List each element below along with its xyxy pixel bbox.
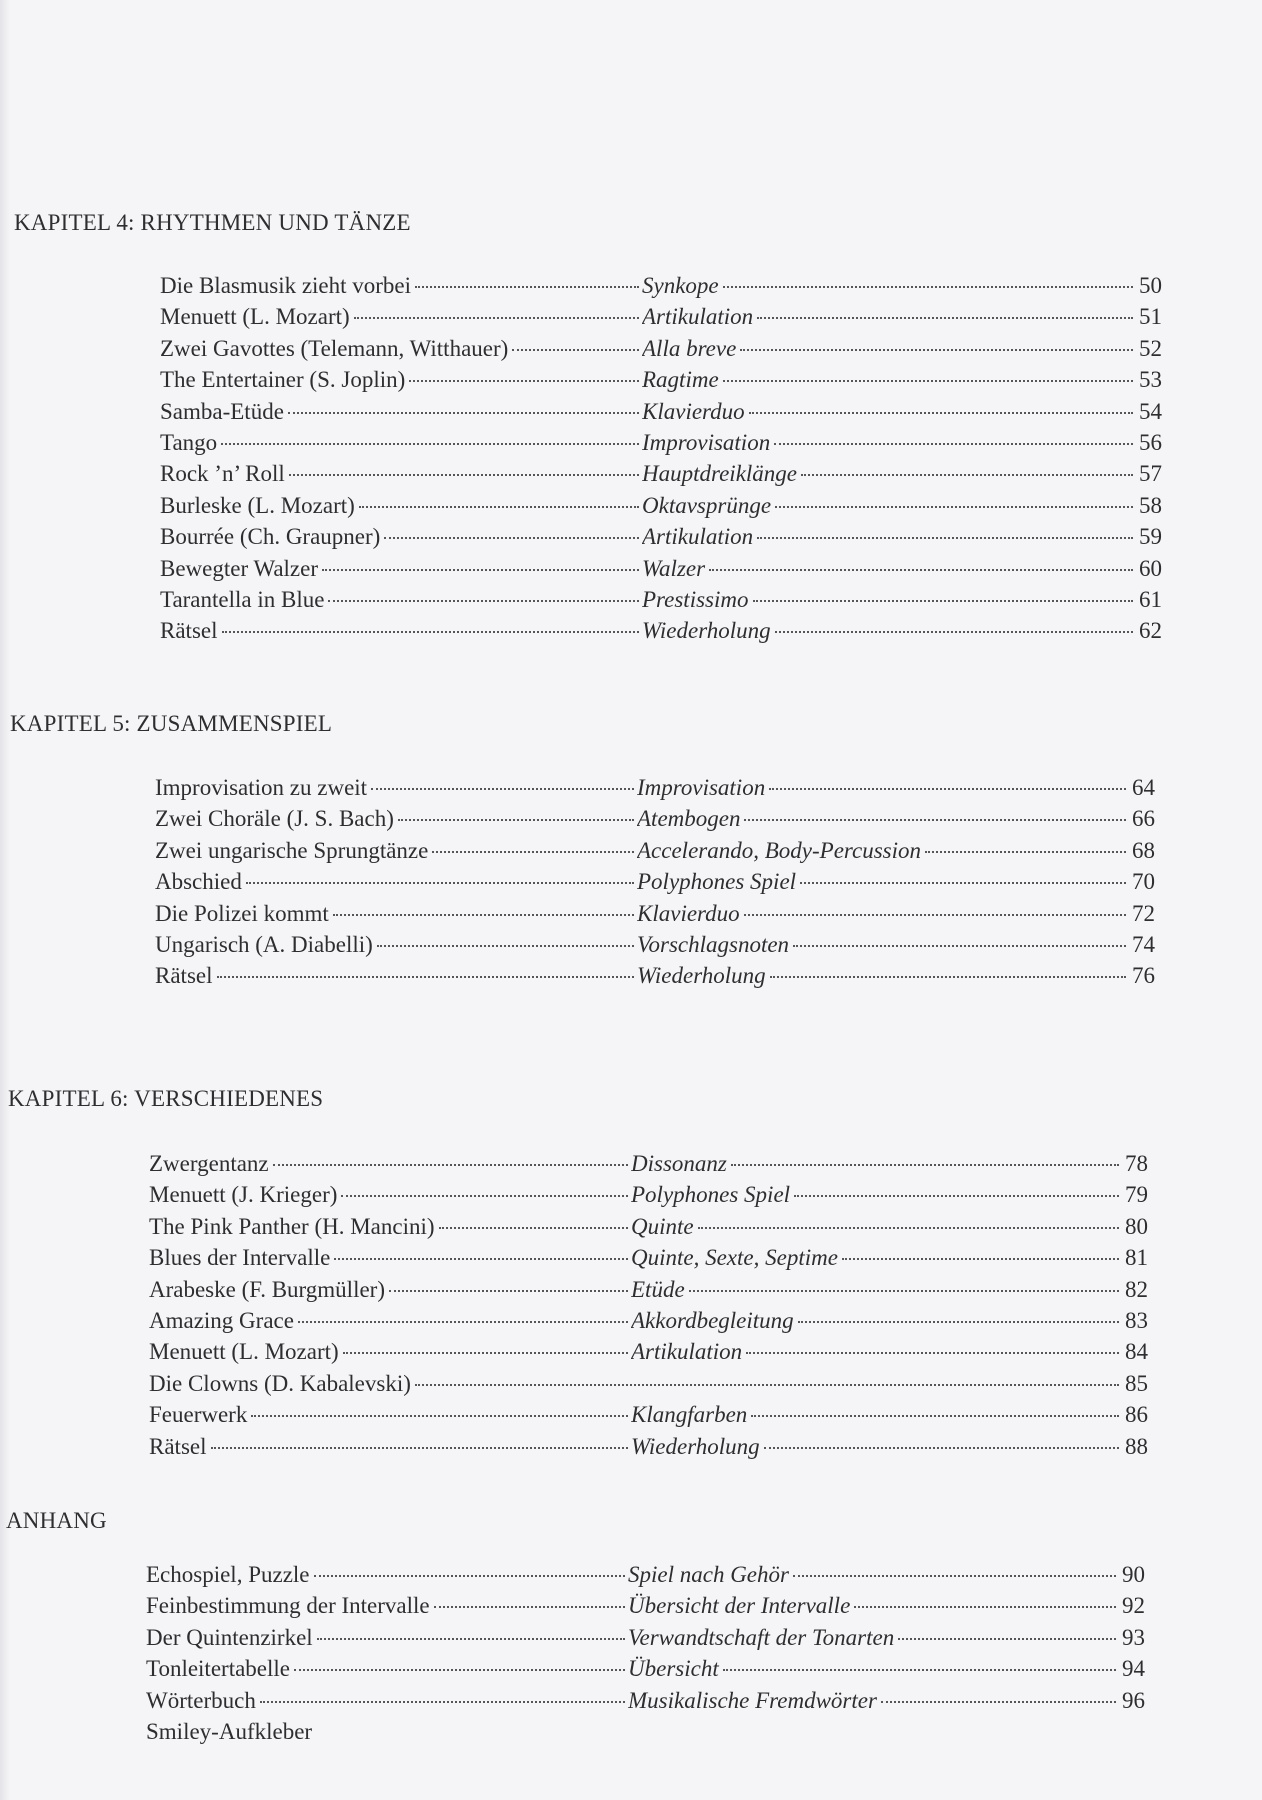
entry-title: Zwei ungarische Sprungtänze [155, 837, 429, 863]
dot-leader [333, 914, 634, 916]
toc-entry [146, 1622, 1145, 1653]
entry-topic: Prestissimo [642, 586, 749, 612]
entry-page-number: 72 [1132, 900, 1155, 926]
entry-title: Rätsel [160, 618, 218, 644]
dot-leader [439, 1227, 628, 1229]
entry-title: Menuett (L. Mozart) [149, 1339, 339, 1365]
dot-leader [246, 882, 634, 884]
entry-title: Der Quintenzirkel [146, 1624, 313, 1650]
dot-leader [753, 600, 1134, 602]
dot-leader [740, 349, 1133, 351]
entry-topic: Akkordbegleitung [631, 1307, 794, 1333]
toc-entry [155, 960, 1155, 991]
dot-leader [709, 569, 1133, 571]
toc-entry [160, 553, 1162, 584]
dot-leader [288, 412, 639, 414]
toc-entry [146, 1653, 1145, 1684]
entry-page-number: 86 [1125, 1402, 1148, 1428]
entry-page-number: 61 [1139, 586, 1162, 612]
toc-entry [149, 1242, 1148, 1273]
entry-title: Die Blasmusik zieht vorbei [160, 273, 412, 298]
entry-title: Improvisation zu zweit [155, 775, 368, 800]
entry-title: Abschied [155, 869, 242, 895]
entry-title: Rock ’n’ Roll [160, 461, 285, 487]
entry-topic: Wiederholung [637, 963, 766, 989]
dot-leader [377, 945, 634, 947]
dot-leader [764, 1447, 1119, 1449]
toc-entry [160, 301, 1162, 332]
entry-page-number: 96 [1122, 1687, 1145, 1713]
dot-leader [751, 1415, 1119, 1417]
entry-title: Rätsel [155, 963, 213, 989]
entry-title: Zwei Choräle (J. S. Bach) [155, 806, 394, 832]
entry-topic: Improvisation [642, 429, 771, 455]
dot-leader [723, 380, 1133, 382]
entry-topic: Synkope [642, 273, 719, 298]
toc-entry [160, 490, 1162, 521]
section-kapitel-6 [149, 1148, 1148, 1462]
dot-leader [854, 1606, 1116, 1608]
entry-topic: Wiederholung [642, 618, 771, 644]
dot-leader [260, 1701, 625, 1703]
entry-title: Zwergentanz [149, 1151, 269, 1176]
dot-leader [314, 1575, 625, 1577]
entry-topic: Oktavsprünge [642, 492, 772, 518]
toc-entry [146, 1559, 1145, 1590]
entry-topic: Alla breve [642, 335, 737, 361]
dot-leader [289, 474, 639, 476]
toc-entry [160, 396, 1162, 427]
dot-leader [925, 851, 1126, 853]
dot-leader [328, 600, 639, 602]
dot-leader [798, 1321, 1119, 1323]
dot-leader [251, 1415, 628, 1417]
entry-page-number: 88 [1125, 1433, 1148, 1459]
entry-title: Blues der Intervalle [149, 1245, 331, 1271]
toc-entry [155, 835, 1155, 866]
dot-leader [211, 1447, 629, 1449]
entry-topic: Polyphones Spiel [637, 869, 797, 895]
entry-page-number: 68 [1132, 837, 1155, 863]
toc-entry [149, 1399, 1148, 1430]
dot-leader [434, 1606, 625, 1608]
section-kapitel-5 [155, 772, 1155, 992]
entry-topic: Dissonanz [631, 1151, 727, 1176]
entry-title: Echospiel, Puzzle [146, 1562, 310, 1587]
entry-page-number: 92 [1122, 1593, 1145, 1619]
entry-page-number: 58 [1139, 492, 1162, 518]
dot-leader [322, 569, 639, 571]
dot-leader [222, 631, 640, 633]
toc-entry [160, 521, 1162, 552]
section-heading-anhang: ANHANG [6, 1508, 107, 1533]
dot-leader [775, 506, 1133, 508]
toc-entry [146, 1685, 1145, 1716]
entry-title: Samba-Etüde [160, 398, 284, 424]
entry-page-number: 78 [1125, 1151, 1148, 1176]
dot-leader [842, 1258, 1119, 1260]
dot-leader [769, 788, 1126, 790]
entry-title: Bourrée (Ch. Graupner) [160, 524, 381, 550]
dot-leader [770, 976, 1126, 978]
dot-leader [731, 1164, 1119, 1166]
dot-leader [746, 1352, 1119, 1354]
entry-topic: Artikulation [631, 1339, 743, 1365]
entry-title: Tango [160, 429, 218, 455]
dot-leader [398, 819, 634, 821]
toc-entry [160, 458, 1162, 489]
dot-leader [384, 537, 639, 539]
toc-entry [155, 772, 1155, 803]
section-heading-kapitel-4: KAPITEL 4: RHYTHMEN UND TÄNZE [14, 210, 411, 235]
dot-leader [317, 1638, 625, 1640]
dot-leader [800, 882, 1126, 884]
toc-entry [149, 1305, 1148, 1336]
entry-topic: Verwandtschaft der Tonarten [628, 1624, 895, 1650]
toc-entry [155, 898, 1155, 929]
dot-leader [698, 1227, 1119, 1229]
entry-page-number: 80 [1125, 1213, 1148, 1239]
dot-leader [334, 1258, 628, 1260]
dot-leader [775, 631, 1133, 633]
entry-page-number: 79 [1125, 1182, 1148, 1208]
entry-page-number: 70 [1132, 869, 1155, 895]
entry-page-number: 52 [1139, 335, 1162, 361]
entry-topic: Artikulation [642, 524, 754, 550]
entry-page-number: 82 [1125, 1276, 1148, 1302]
dot-leader [298, 1321, 628, 1323]
entry-title: Menuett (J. Krieger) [149, 1182, 338, 1208]
entry-page-number: 53 [1139, 367, 1162, 393]
dot-leader [409, 380, 639, 382]
entry-title: Tonleitertabelle [146, 1656, 290, 1682]
entry-title: Amazing Grace [149, 1307, 294, 1333]
entry-page-number: 56 [1139, 429, 1162, 455]
entry-title: Tarantella in Blue [160, 586, 325, 612]
dot-leader [432, 851, 634, 853]
dot-leader [415, 1384, 1119, 1386]
entry-title: Die Clowns (D. Kabalevski) [149, 1370, 411, 1396]
dot-leader [898, 1638, 1116, 1640]
entry-topic: Vorschlagsnoten [637, 931, 790, 957]
entry-page-number: 66 [1132, 806, 1155, 832]
dot-leader [389, 1290, 628, 1292]
entry-topic: Klavierduo [637, 900, 740, 926]
entry-page-number: 57 [1139, 461, 1162, 487]
toc-entry [155, 866, 1155, 897]
toc-entry [155, 803, 1155, 834]
entry-title: Rätsel [149, 1433, 207, 1459]
dot-leader [341, 1195, 628, 1197]
entry-title: Bewegter Walzer [160, 555, 319, 581]
toc-entry [160, 427, 1162, 458]
dot-leader [774, 443, 1133, 445]
entry-topic: Accelerando, Body-Percussion [637, 837, 921, 863]
toc-entry [146, 1590, 1145, 1621]
entry-topic: Klavierduo [642, 398, 745, 424]
entry-title: Arabeske (F. Burgmüller) [149, 1276, 385, 1302]
dot-leader [794, 1195, 1119, 1197]
entry-topic: Atembogen [637, 806, 741, 832]
dot-leader [294, 1669, 625, 1671]
entry-page-number: 83 [1125, 1307, 1148, 1333]
toc-entry [149, 1431, 1148, 1462]
dot-leader [371, 788, 634, 790]
entry-title: The Entertainer (S. Joplin) [160, 367, 406, 393]
entry-topic: Spiel nach Gehör [628, 1562, 789, 1587]
toc-entry [149, 1274, 1148, 1305]
toc-entry [160, 270, 1162, 301]
entry-title: Die Polizei kommt [155, 900, 329, 926]
dot-leader [512, 349, 639, 351]
entry-title: Feuerwerk [149, 1402, 248, 1428]
entry-page-number: 85 [1125, 1370, 1148, 1396]
dot-leader [793, 945, 1126, 947]
dot-leader [689, 1290, 1119, 1292]
dot-leader [744, 914, 1126, 916]
entry-page-number: 60 [1139, 555, 1162, 581]
entry-page-number: 90 [1122, 1562, 1145, 1587]
entry-page-number: 59 [1139, 524, 1162, 550]
entry-title: Ungarisch (A. Diabelli) [155, 931, 373, 957]
toc-entry [149, 1148, 1148, 1179]
entry-topic: Ragtime [642, 367, 719, 393]
entry-page-number: 54 [1139, 398, 1162, 424]
entry-topic: Etüde [631, 1276, 685, 1302]
toc-entry [149, 1368, 1148, 1399]
entry-title: Zwei Gavottes (Telemann, Witthauer) [160, 335, 509, 361]
toc-entry [160, 333, 1162, 364]
dot-leader [217, 976, 635, 978]
entry-page-number: 94 [1122, 1656, 1145, 1682]
entry-title: Burleske (L. Mozart) [160, 492, 355, 518]
entry-page-number: 93 [1122, 1624, 1145, 1650]
entry-topic: Walzer [642, 555, 706, 581]
entry-topic: Polyphones Spiel [631, 1182, 791, 1208]
toc-entry [160, 364, 1162, 395]
entry-title: The Pink Panther (H. Mancini) [149, 1213, 435, 1239]
dot-leader [723, 286, 1133, 288]
section-heading-kapitel-5: KAPITEL 5: ZUSAMMENSPIEL [10, 711, 333, 736]
dot-leader [881, 1701, 1116, 1703]
dot-leader [723, 1669, 1116, 1671]
entry-page-number: 50 [1139, 273, 1162, 298]
dot-leader [415, 286, 639, 288]
entry-topic: Wiederholung [631, 1433, 760, 1459]
entry-page-number: 76 [1132, 963, 1155, 989]
entry-topic: Hauptdreiklänge [642, 461, 798, 487]
entry-topic: Übersicht der Intervalle [628, 1593, 851, 1619]
toc-entry [149, 1336, 1148, 1367]
dot-leader [801, 474, 1133, 476]
entry-page-number: 64 [1132, 775, 1155, 800]
entry-page-number: 84 [1125, 1339, 1148, 1365]
dot-leader [273, 1164, 628, 1166]
dot-leader [359, 506, 639, 508]
toc-entry [160, 615, 1162, 646]
dot-leader [354, 317, 639, 319]
entry-page-number: 51 [1139, 304, 1162, 330]
toc-entry [160, 584, 1162, 615]
toc-entry [146, 1716, 1145, 1747]
section-heading-kapitel-6: KAPITEL 6: VERSCHIEDENES [8, 1086, 324, 1111]
entry-topic: Improvisation [637, 775, 766, 800]
dot-leader [793, 1575, 1116, 1577]
dot-leader [744, 819, 1126, 821]
entry-topic: Quinte [631, 1213, 694, 1239]
entry-topic: Übersicht [628, 1656, 719, 1682]
entry-topic: Musikalische Fremdwörter [628, 1687, 877, 1713]
dot-leader [221, 443, 639, 445]
section-anhang [146, 1559, 1145, 1747]
toc-entry [155, 929, 1155, 960]
entry-title: Smiley-Aufkleber [146, 1718, 313, 1744]
dot-leader [757, 537, 1133, 539]
entry-title: Menuett (L. Mozart) [160, 304, 350, 330]
entry-topic: Artikulation [642, 304, 754, 330]
dot-leader [757, 317, 1133, 319]
toc-entry [149, 1179, 1148, 1210]
section-kapitel-4 [160, 270, 1162, 647]
entry-topic: Klangfarben [631, 1402, 748, 1428]
entry-page-number: 74 [1132, 931, 1155, 957]
entry-title: Wörterbuch [146, 1687, 256, 1713]
toc-entry [149, 1211, 1148, 1242]
dot-leader [749, 412, 1133, 414]
dot-leader [343, 1352, 628, 1354]
entry-page-number: 81 [1125, 1245, 1148, 1271]
entry-topic: Quinte, Sexte, Septime [631, 1245, 838, 1271]
entry-title: Feinbestimmung der Intervalle [146, 1593, 430, 1619]
entry-page-number: 62 [1139, 618, 1162, 644]
